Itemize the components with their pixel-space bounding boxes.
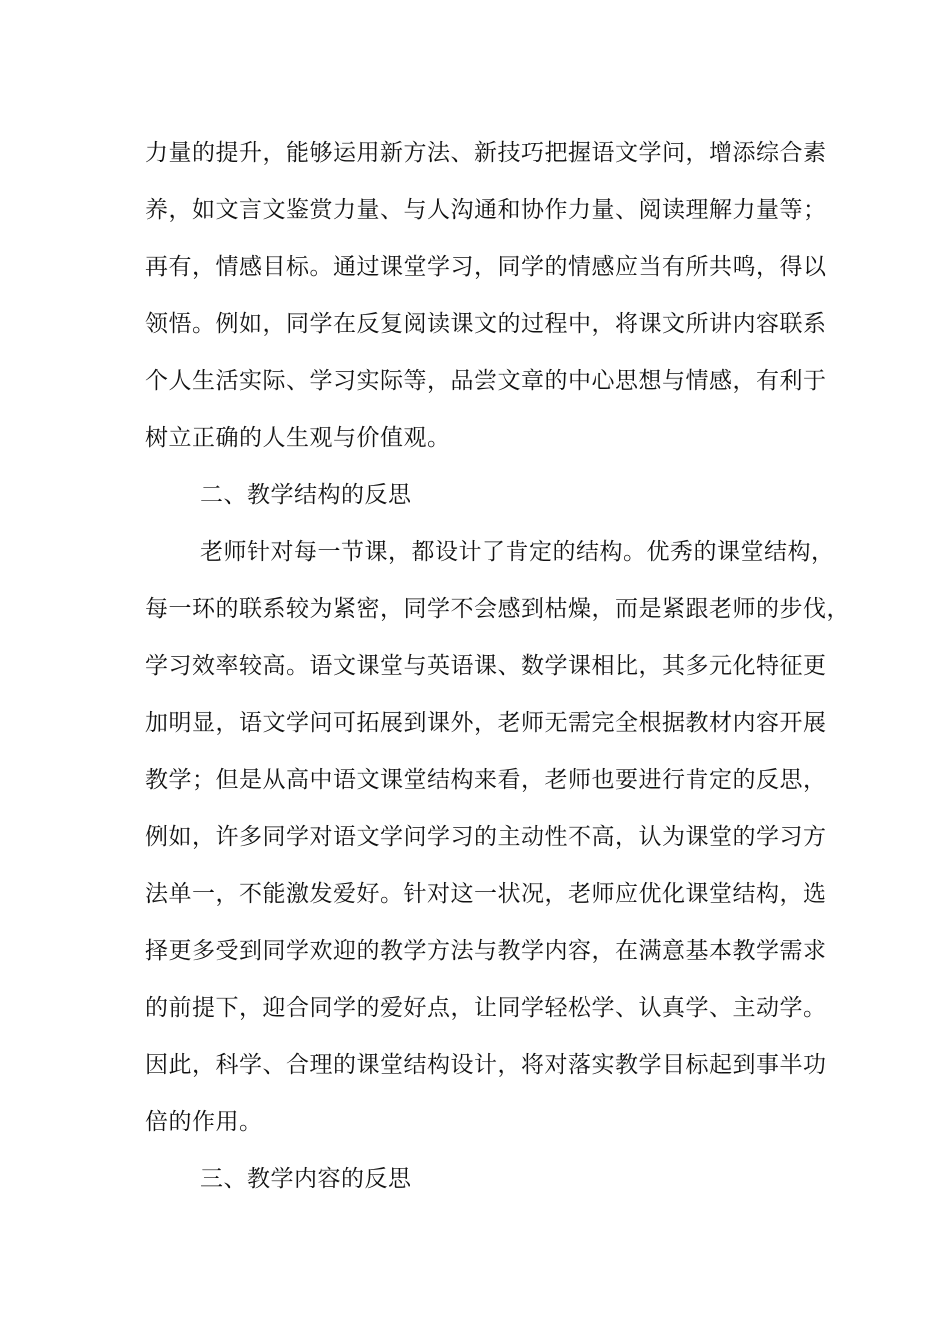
body-text-line: 加明显，语文学问可拓展到课外，老师无需完全根据教材内容开展 xyxy=(145,710,827,736)
section-heading: 二、教学结构的反思 xyxy=(200,482,412,508)
body-text-line: 择更多受到同学欢迎的教学方法与教学内容，在满意基本教学需求 xyxy=(145,938,827,964)
body-text-line: 法单一，不能激发爱好。针对这一状况，老师应优化课堂结构，选 xyxy=(145,881,827,907)
body-text-line: 因此，科学、合理的课堂结构设计，将对落实教学目标起到事半功 xyxy=(145,1052,827,1078)
body-text-line: 树立正确的人生观与价值观。 xyxy=(145,425,451,451)
body-text-line: 学习效率较高。语文课堂与英语课、数学课相比，其多元化特征更 xyxy=(145,653,827,679)
body-text-line: 力量的提升，能够运用新方法、新技巧把握语文学问，增添综合素 xyxy=(145,140,827,166)
body-text-line: 每一环的联系较为紧密，同学不会感到枯燥，而是紧跟老师的步伐， xyxy=(145,596,850,622)
body-text-line: 个人生活实际、学习实际等，品尝文章的中心思想与情感，有利于 xyxy=(145,368,827,394)
section-heading: 三、教学内容的反思 xyxy=(200,1166,412,1192)
body-text-line: 倍的作用。 xyxy=(145,1109,263,1135)
body-text-line: 养，如文言文鉴赏力量、与人沟通和协作力量、阅读理解力量等； xyxy=(145,197,827,223)
paragraph-first-line: 老师针对每一节课，都设计了肯定的结构。优秀的课堂结构， xyxy=(200,539,835,565)
body-text-line: 教学；但是从高中语文课堂结构来看，老师也要进行肯定的反思， xyxy=(145,767,827,793)
body-text-line: 再有，情感目标。通过课堂学习，同学的情感应当有所共鸣，得以 xyxy=(145,254,827,280)
body-text-line: 领悟。例如，同学在反复阅读课文的过程中，将课文所讲内容联系 xyxy=(145,311,827,337)
body-text-line: 的前提下，迎合同学的爱好点，让同学轻松学、认真学、主动学。 xyxy=(145,995,827,1021)
body-text-line: 例如，许多同学对语文学问学习的主动性不高，认为课堂的学习方 xyxy=(145,824,827,850)
